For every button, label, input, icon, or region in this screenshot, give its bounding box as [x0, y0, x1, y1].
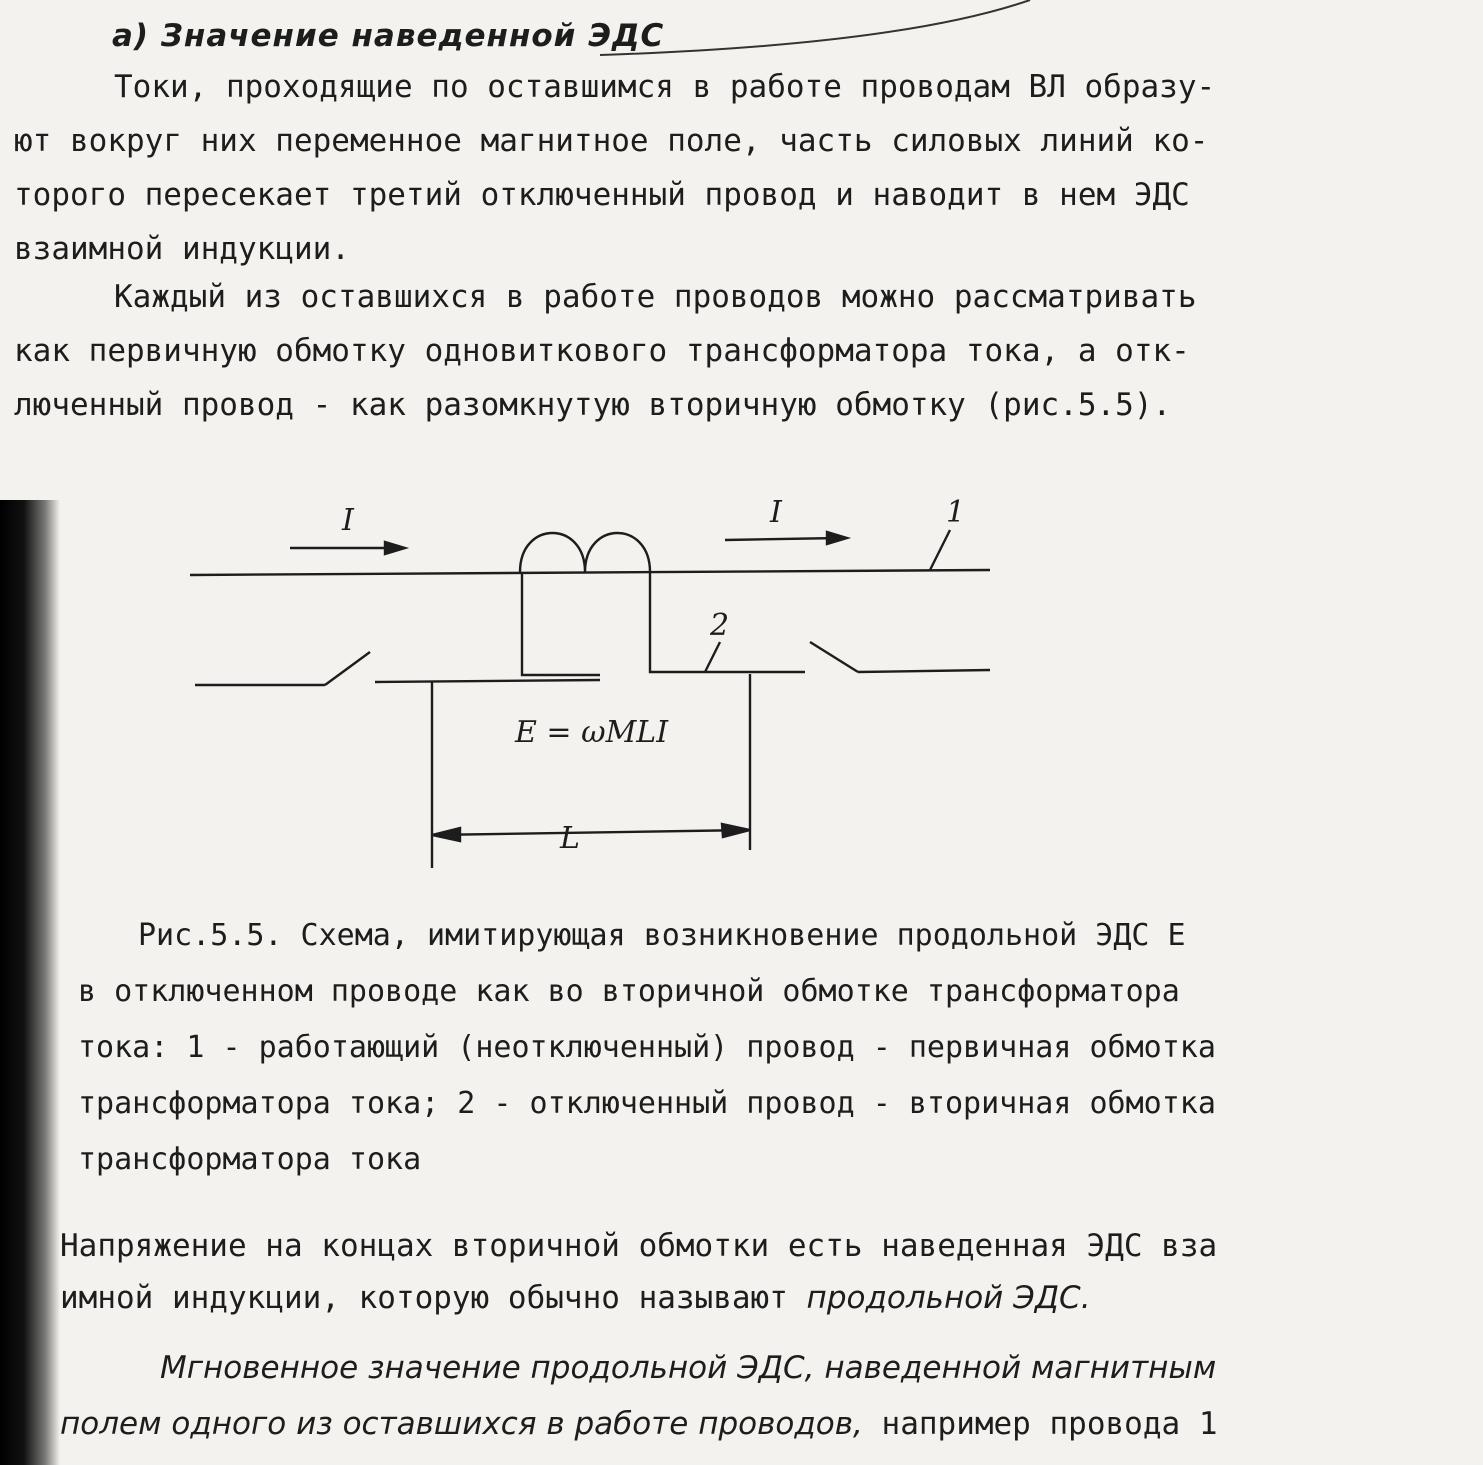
length-label: L	[560, 821, 580, 856]
paragraph-line: ют вокруг них переменное магнитное поле, часть силовых линий ко-	[14, 123, 1209, 159]
dimension-arrow-left	[432, 828, 460, 841]
wire-2-right	[858, 670, 990, 672]
paragraph-line: Напряжение на концах вторичной обмотки есть наведенная ЭДС вза	[60, 1228, 1218, 1264]
decorative-arc	[600, 0, 1040, 60]
coil	[520, 533, 650, 572]
wire-1	[190, 570, 990, 575]
paragraph-line: взаимной индукции.	[14, 231, 350, 267]
paragraph-text: имной индукции, которую обычно называют	[60, 1280, 807, 1316]
section-heading: а) Значение наведенной ЭДС	[112, 18, 665, 54]
paragraph-3	[60, 1220, 1440, 1324]
dimension-arrow-right	[722, 824, 750, 837]
paragraph-text-italic: полем одного из оставшихся в работе проводов,	[60, 1406, 863, 1442]
emphasis-term: продольной ЭДС.	[806, 1280, 1091, 1316]
formula-label: E = ωMLI	[515, 715, 669, 750]
caption-line: трансформатора тока	[78, 1142, 422, 1177]
current-arrow-left-head	[385, 542, 405, 554]
caption-line: в отключенном проводе как во вторичной обмотке трансформатора	[78, 974, 1180, 1009]
wire-1-label: 1	[946, 495, 966, 530]
wire-2-left-inner	[375, 680, 600, 682]
paragraph-line: Токи, проходящие по оставшимся в работе проводам ВЛ образу-	[114, 69, 1216, 105]
current-arrow-right	[725, 538, 840, 540]
current-arrow-right-head	[827, 532, 847, 544]
paragraph-1	[14, 60, 1414, 276]
paragraph-4	[60, 1340, 1440, 1452]
switch-left	[325, 652, 370, 685]
figure-caption	[78, 908, 1458, 1188]
paragraph-line	[60, 1396, 1440, 1452]
current-label-right: I	[770, 495, 782, 530]
caption-line: тока: 1 - работающий (неотключенный) провод - первичная обмотка	[78, 1030, 1216, 1065]
dimension-line	[432, 830, 750, 835]
scan-shadow	[0, 500, 60, 1465]
paragraph-line	[60, 1272, 1440, 1324]
caption-line: трансформатора тока; 2 - отключенный провод - вторичная обмотка	[78, 1086, 1216, 1121]
paragraph-line: Каждый из оставшихся в работе проводов можно рассматривать	[114, 279, 1197, 315]
paragraph-line: торого пересекает третий отключенный провод и наводит в нем ЭДС	[14, 177, 1190, 213]
wire-1-leader	[930, 530, 950, 570]
wire-2-leader	[705, 642, 720, 672]
caption-line: Рис.5.5. Схема, имитирующая возникновение продольной ЭДС E	[138, 918, 1186, 953]
secondary-loop-left-leg	[522, 572, 600, 675]
paragraph-2	[14, 270, 1414, 432]
paragraph-text: например провода 1	[862, 1406, 1218, 1442]
paragraph-line: люченный провод - как разомкнутую вторичную обмотку (рис.5.5).	[14, 387, 1172, 423]
paragraph-line: как первичную обмотку одновиткового трансформатора тока, а отк-	[14, 333, 1190, 369]
current-label-left: I	[342, 503, 354, 538]
wire-2-label: 2	[710, 608, 730, 643]
figure-5-5-schematic	[170, 480, 1020, 890]
switch-right	[810, 642, 858, 672]
paragraph-line: Мгновенное значение продольной ЭДС, наведенной магнитным	[160, 1350, 1217, 1386]
